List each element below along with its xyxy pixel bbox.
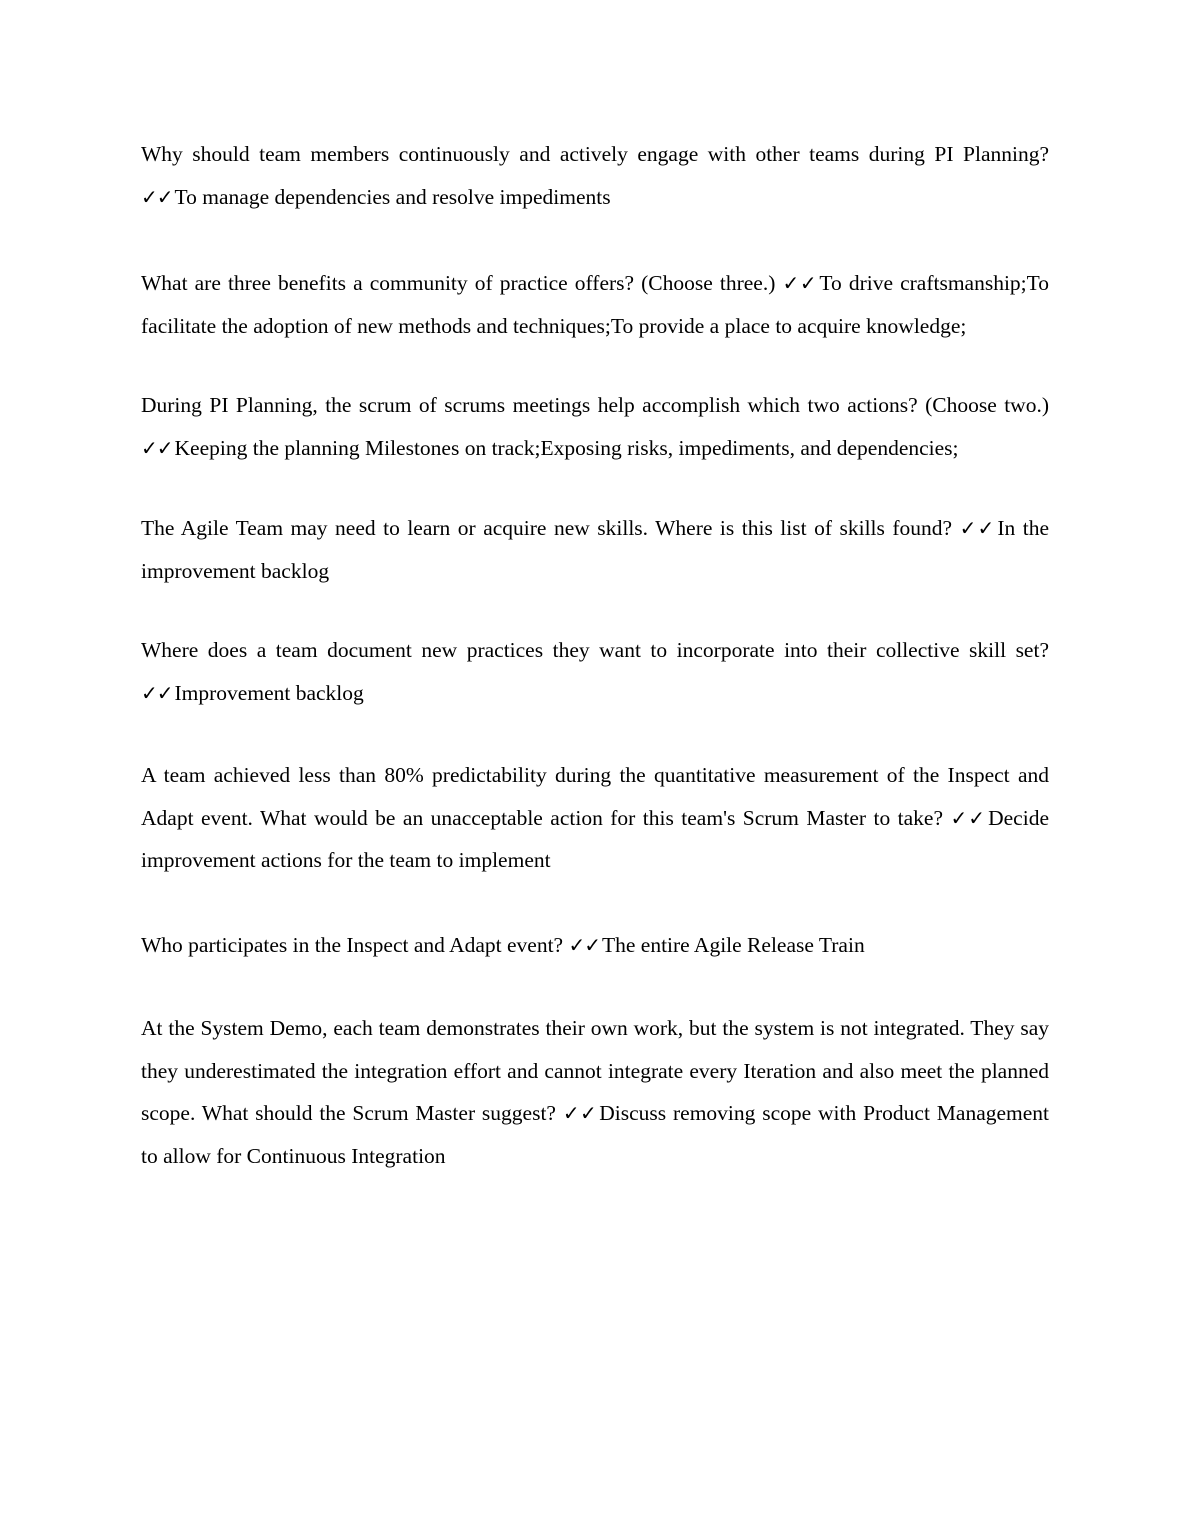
question-text: What are three benefits a community of practice offers? (Choose three.) bbox=[141, 271, 776, 295]
qa-item-1 bbox=[141, 133, 1049, 218]
question-text: A team achieved less than 80% predictability during the quantitative measurement of the Inspect and Adapt event. What would be an unacceptable action for this team's Scrum Master to take? bbox=[141, 763, 1049, 830]
qa-item-6 bbox=[141, 754, 1049, 882]
double-check-icon: ✓✓ bbox=[141, 435, 173, 460]
double-check-icon: ✓✓ bbox=[950, 805, 987, 830]
question-text: Why should team members continuously and actively engage with other teams during PI Planning? bbox=[141, 142, 1049, 166]
qa-item-4 bbox=[141, 507, 1049, 592]
answer-text: Keeping the planning Milestones on track;Exposing risks, impediments, and dependencies; bbox=[174, 435, 959, 460]
double-check-icon: ✓✓ bbox=[141, 184, 173, 209]
question-text: The Agile Team may need to learn or acquire new skills. Where is this list of skills found? bbox=[141, 516, 953, 540]
double-check-icon: ✓✓ bbox=[141, 680, 173, 705]
qa-item-3 bbox=[141, 384, 1049, 469]
qa-item-2 bbox=[141, 262, 1049, 347]
answer-text: Decide improvement actions for the team to implement bbox=[141, 805, 1049, 872]
document-page bbox=[141, 133, 1049, 1219]
double-check-icon: ✓✓ bbox=[562, 1101, 598, 1125]
double-check-icon: ✓✓ bbox=[568, 932, 600, 957]
answer-text: To drive craftsmanship;To facilitate the adoption of new methods and techniques;To provide a place to acquire knowledge; bbox=[141, 271, 1050, 338]
qa-item-5 bbox=[141, 629, 1049, 714]
answer-text: In the improvement backlog bbox=[141, 516, 1049, 583]
question-text: During PI Planning, the scrum of scrums meetings help accomplish which two actions? (Choose two.) bbox=[141, 393, 1049, 417]
answer-text: Discuss removing scope with Product Management to allow for Continuous Integration bbox=[141, 1101, 1050, 1168]
answer-text: To manage dependencies and resolve impediments bbox=[174, 184, 611, 209]
answer-text: Improvement backlog bbox=[174, 680, 364, 705]
qa-item-8 bbox=[141, 1007, 1049, 1177]
qa-item-7 bbox=[141, 924, 1049, 967]
double-check-icon: ✓✓ bbox=[959, 516, 996, 540]
question-text: At the System Demo, each team demonstrates their own work, but the system is not integrated. They say they underestimated the integration effort and cannot integrate every Iteration and also meet the planned scope. What should the Scrum Master suggest? bbox=[141, 1016, 1049, 1125]
double-check-icon: ✓✓ bbox=[782, 271, 818, 295]
answer-text: The entire Agile Release Train bbox=[601, 932, 865, 957]
question-text: Who participates in the Inspect and Adapt event? bbox=[141, 932, 564, 957]
question-text: Where does a team document new practices they want to incorporate into their collective skill set? bbox=[141, 638, 1049, 662]
